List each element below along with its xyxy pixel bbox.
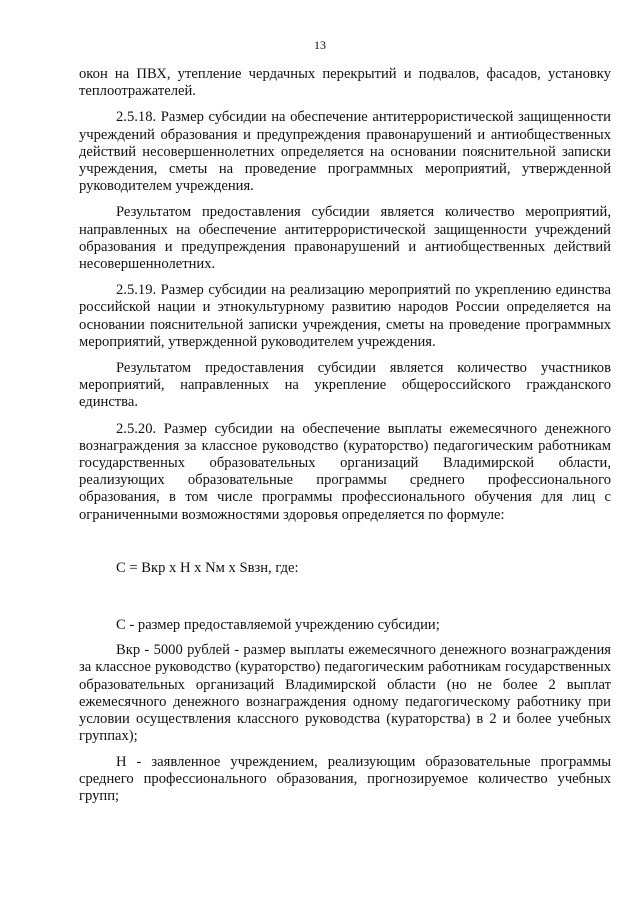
definition-vkr: Вкр - 5000 рублей - размер выплаты ежемесячного денежного вознаграждения за классное руководство (кураторство) педагогическим работникам государственных образовательных организаций Владимирской области (но не более 2 выплат ежемесячного денежного вознаграждения одному педагогическому работнику при условии осуществления классного руководства (кураторства) в 2 и более учебных группах); [79,642,611,745]
paragraph-2-5-19: 2.5.19. Размер субсидии на реализацию мероприятий по укреплению единства российской нации и этнокультурному развитию народов России определяется на основании пояснительной записки учреждения, сметы на проведение программных мероприятий, утвержденной руководителем учреждения. [79,282,611,350]
paragraph-2-5-18: 2.5.18. Размер субсидии на обеспечение антитеррористической защищенности учреждений образования и предупреждения правонарушений и антиобщественных действий несовершеннолетних определяется на основании пояснительной записки учреждения, сметы на проведение программных мероприятий, утвержденной руководителем учреждения. [79,109,611,195]
paragraph-result-2-5-19: Результатом предоставления субсидии является количество участников мероприятий, направленных на укрепление общероссийского гражданского единства. [79,360,611,411]
paragraph-continuation: окон на ПВХ, утепление чердачных перекрытий и подвалов, фасадов, установку теплоотражателей. [79,66,611,100]
definition-n: Н - заявленное учреждением, реализующим образовательные программы среднего профессионального образования, прогнозируемое количество учебных групп; [79,753,611,804]
document-body [79,66,611,813]
paragraph-result-2-5-18: Результатом предоставления субсидии является количество мероприятий, направленных на обеспечение антитеррористической защищенности учреждений образования и предупреждения правонарушений и антиобщественных действий несовершеннолетних. [79,204,611,273]
paragraph-2-5-20: 2.5.20. Размер субсидии на обеспечение выплаты ежемесячного денежного вознаграждения за классное руководство (кураторство) педагогическим работникам государственных образовательных организаций Владимирской области, реализующих образовательные программы среднего профессионального образования, в том числе программы профессионального обучения для лиц с ограниченными возможностями здоровья определяется по формуле: [79,420,611,523]
definition-c: С - размер предоставляемой учреждению субсидии; [116,617,440,634]
page-number: 13 [314,38,326,52]
formula: C = Вкр x H x Nм x Sвзн, где: [116,559,299,576]
